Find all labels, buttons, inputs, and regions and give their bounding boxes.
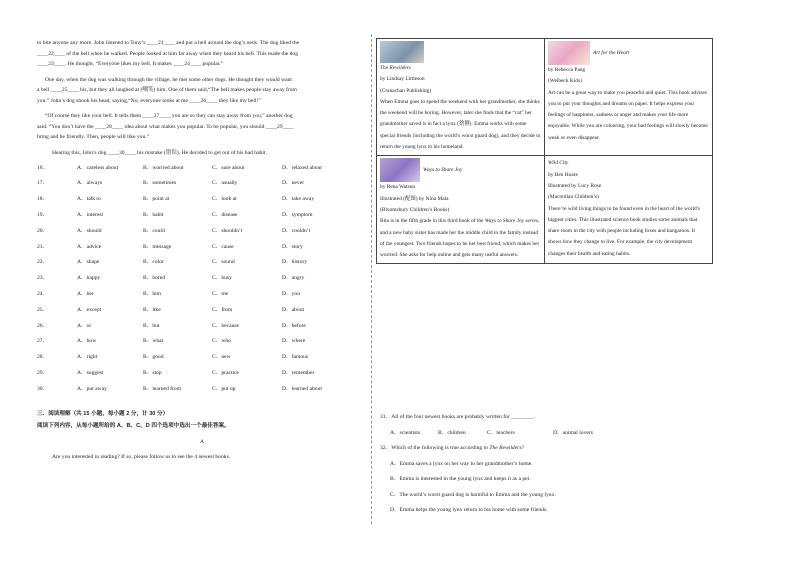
reading-section-title: 三．阅读理解（共 15 小题，每小题 2 分，计 30 分） — [37, 410, 169, 417]
question-number: 16． — [37, 164, 49, 171]
option-c: C．sound — [212, 259, 235, 266]
question-number: 23． — [37, 275, 49, 282]
option-c: C．busy — [212, 275, 232, 282]
option-a: A．shape — [77, 259, 100, 266]
option-c: C．because — [212, 322, 240, 329]
question-31-options — [380, 426, 740, 442]
book-cell-ways-to-share-joy — [377, 156, 545, 264]
option-b: B．children — [438, 429, 466, 436]
book-title: The Rewilders — [380, 65, 411, 71]
option-d: D．remember — [282, 370, 315, 376]
option-b: B．could — [143, 227, 165, 234]
option-c: C．The world’s worst guard dog is harmful to Emma and the young lynx. — [390, 491, 556, 498]
option-a: A．except — [77, 306, 102, 313]
book-cover-image — [380, 158, 420, 182]
option-row-23 — [37, 271, 367, 287]
option-c: C．shouldn’t — [212, 227, 243, 234]
option-b: B．sometimes — [143, 180, 177, 187]
question-number: 18． — [37, 196, 49, 203]
option-a: A．happy — [77, 275, 101, 282]
book-description: Art can be a great way to make you peaceful and quiet. This book advises you to put your thoughts and dreams on paper. It helps express your feelings of happiness, sadness or anger and makes your life more enjoyable. While you are colouring, your bad feelings will slowly become weak or even disappear. — [548, 89, 708, 141]
book-illustrator: Illustrated by Lucy Rose — [548, 182, 602, 189]
option-row-29 — [37, 365, 367, 381]
book-description: When Emma goes to spend the weekend with her grandmother, she thinks the weekend will be boring. However, later she finds that the “cat” her grandmother saved is in fact a lynx (猞猁). Emma works with some special friends (including the world’s worst guard dog), and they decide to return the young lynx to his homeland. — [380, 98, 541, 151]
questions-area — [380, 410, 740, 519]
option-c: C．from — [212, 306, 233, 313]
option-d: D．couldn’t — [282, 227, 311, 234]
cloze-line: One day, when the dog was walking through the village, he met some other dogs. He thought they would want — [45, 76, 292, 83]
question-number: 26． — [37, 322, 49, 329]
option-row-21 — [37, 239, 367, 255]
option-c: C．disease — [212, 212, 238, 219]
option-row-20 — [37, 223, 367, 239]
option-d: D．angry — [282, 275, 305, 282]
cloze-paragraph-2 — [37, 75, 367, 107]
option-row-25 — [37, 302, 367, 318]
cloze-line: ____23____. He thought, “Everyone likes my bell. It makes ____24____ popular.” — [37, 61, 224, 67]
option-row-24 — [37, 286, 367, 302]
column-divider — [371, 34, 372, 524]
option-a: A．always — [77, 180, 103, 187]
question-text: ? — [521, 445, 525, 451]
question-number: 27． — [37, 338, 49, 345]
option-a: A．suggest — [77, 370, 104, 376]
option-row-19 — [37, 207, 367, 223]
book-author: by Lindsay Littleson — [380, 76, 425, 83]
desc-text: Rita is in the fifth grade in this third book of the — [380, 218, 485, 225]
option-d: D．symptom — [282, 212, 313, 219]
question-number: 21． — [37, 243, 49, 250]
option-row-16 — [37, 160, 367, 176]
question-text: 32．Which of the following is true according to — [380, 445, 490, 451]
question-number: 20． — [37, 227, 49, 234]
left-column — [37, 38, 367, 463]
question-number: 25． — [37, 306, 49, 313]
book-cell-rewilders — [377, 39, 545, 156]
option-c: C．cause — [212, 243, 234, 250]
option-a: A．advice — [77, 243, 102, 250]
option-b: B．him — [143, 291, 162, 298]
option-d: D．where — [282, 338, 306, 345]
option-c: C．new — [212, 354, 231, 361]
option-row-22 — [37, 255, 367, 271]
option-a: A．put away — [77, 385, 107, 392]
option-row-26 — [37, 318, 367, 334]
cloze-line: to bite anyone any more. John listened to Tony’s ____21____ and put a bell around the dog’s neck. The dog liked the — [37, 40, 300, 46]
option-b: B．good — [143, 354, 164, 361]
option-d: D．you — [282, 291, 301, 298]
option-row-17 — [37, 176, 367, 192]
book-cell-wild-city — [545, 156, 713, 264]
book-title-ref: The Rewilders — [489, 445, 522, 451]
book-publisher: (Cranachan Publishing) — [380, 87, 432, 94]
option-b: B．stop — [143, 370, 162, 376]
book-title: Art for the Heart — [593, 50, 630, 57]
option-c: C．who — [212, 338, 231, 345]
option-row-30 — [37, 381, 367, 397]
books-table — [376, 38, 713, 264]
question-number: 17． — [37, 180, 49, 187]
option-d: D．take away — [282, 196, 315, 203]
passage-intro: Are you interested in reading? If so, please follow us to see the 4 newest books. — [52, 454, 231, 461]
book-publisher: (Welbeck Kids) — [548, 78, 582, 85]
option-b: B．message — [143, 243, 172, 250]
cloze-line: said. “You don’t have the ____28____ idea about what makes you popular. To be popular, you should ____29____ — [37, 123, 294, 130]
option-c: C．usually — [212, 180, 238, 187]
cloze-line: you.” John’s dog shook his head, saying,“No, everyone looks at me ____26____ they like my bell!” — [37, 97, 261, 104]
option-a: A．interest — [77, 212, 104, 219]
option-b: B．what — [143, 338, 164, 345]
series-title: Ways to Share Joy series — [484, 218, 539, 225]
book-author: by Rena Watson — [380, 184, 416, 191]
option-c: C．practice — [212, 370, 240, 376]
cloze-line: Hearing this, John’s dog ____30____ his mistake (错误). He decided to get out of his bad habit. — [52, 149, 267, 156]
book-author: by Rebecca Pang — [548, 67, 586, 73]
option-b: B．like — [143, 306, 161, 313]
question-31: 31．All of the four newest books are probably written for ________. — [380, 414, 535, 420]
option-row-18 — [37, 192, 367, 208]
question-number: 28． — [37, 354, 49, 361]
option-a: A．scientists — [390, 429, 421, 436]
question-number: 22． — [37, 259, 49, 266]
passage-label: A — [199, 438, 205, 445]
option-a: A．her — [77, 291, 94, 298]
cloze-line: bring and be friendly. Then, people will like you.” — [37, 134, 150, 140]
option-d: D．never — [282, 180, 305, 187]
desc-text: , and a new baby sister has made her the middle child in the family instead of the youngest. Two friends hopes to be her best friend, which makes her worried. She asks for help online and gets many useful answers. — [380, 218, 540, 259]
option-c: C．teachers — [487, 429, 515, 436]
cloze-line: “Of course they like your bell. It tells them ____27____ you are so they can stay away from you,” another dog — [45, 113, 293, 119]
option-b: B．habit — [143, 212, 164, 219]
option-a: A．or — [77, 322, 92, 329]
reading-instruction: 阅读下列内容，从每小题所给的 A、B、C、D 四个选项中选出一个最佳答案。 — [37, 423, 230, 430]
option-b: B．worried about — [143, 164, 184, 171]
option-d: D．Emma helps the young lynx return to his home with some friends. — [390, 507, 548, 513]
book-description — [380, 218, 539, 258]
book-description: There’re wild living things to be found even in the heart of the world’s biggest cities. This illustrated science book studies some animals that share room in the city with people including foxes and kangaroos. It shows how they change to live. For example, the city development changes their health and eating habits. — [548, 205, 701, 257]
book-title: Wild City — [548, 160, 569, 167]
question-32 — [380, 441, 740, 457]
book-publisher: (Macmillan Children’s) — [548, 194, 599, 201]
option-b: B．but — [143, 322, 160, 329]
option-d: D．before — [282, 322, 306, 329]
cloze-line: ____22____ of the bell when he walked. People looked at him far away when they heard his bell. This made the dog — [37, 50, 299, 57]
question-number: 30． — [37, 385, 49, 392]
option-d: D．history — [282, 259, 308, 266]
option-d: D．story — [282, 243, 303, 250]
option-c: C．put up — [212, 385, 236, 392]
cloze-paragraph-3 — [37, 111, 367, 143]
cloze-line: a bell ____25____ his, but they all laughed at (嘲笑) him. One of them said,“The bell makes people stay away from — [37, 87, 297, 93]
cloze-paragraph-1 — [37, 38, 367, 70]
option-d: D．about — [282, 306, 305, 313]
book-cell-art-for-the-heart — [545, 39, 713, 156]
option-row-27 — [37, 334, 367, 350]
option-a: A．right — [77, 354, 98, 361]
option-a: A．Emma saves a lynx on her way to her grandmother’s home. — [390, 460, 533, 467]
option-c: C．look at — [212, 196, 237, 203]
option-d: D．famous — [282, 354, 309, 361]
option-a: A．how — [77, 338, 97, 345]
option-d: D．relaxed about — [282, 164, 322, 171]
option-b: B．point at — [143, 196, 170, 203]
question-number: 24． — [37, 291, 49, 298]
option-b: B．bored — [143, 275, 166, 282]
option-b: B．Emma is interested in the young lynx and keeps it as a pet. — [390, 476, 531, 482]
option-a: A．talk to — [77, 196, 101, 203]
book-cover-image — [548, 41, 590, 65]
question-number: 19． — [37, 212, 49, 219]
option-c: C．sure about — [212, 164, 245, 171]
option-d: D．animal lovers — [553, 429, 593, 436]
option-c: C．me — [212, 291, 229, 298]
option-b: B．color — [143, 259, 164, 266]
cloze-options — [37, 160, 367, 397]
option-d: D．learned about — [282, 385, 322, 392]
book-author: by Ben Hoare — [548, 171, 578, 178]
option-a: A．should — [77, 227, 102, 234]
option-b: B．learned from — [143, 385, 182, 392]
option-row-28 — [37, 350, 367, 366]
cloze-paragraph-4 — [37, 148, 367, 159]
book-cover-image — [380, 41, 424, 63]
question-number: 29． — [37, 370, 49, 376]
book-title: Ways to Share Joy — [423, 167, 463, 174]
book-illustrator: Illustrated (配图) by Nina Mata — [380, 195, 449, 202]
book-publisher: (Bloomsbury Children’s Books) — [380, 206, 450, 213]
option-a: A．careless about — [77, 164, 119, 171]
